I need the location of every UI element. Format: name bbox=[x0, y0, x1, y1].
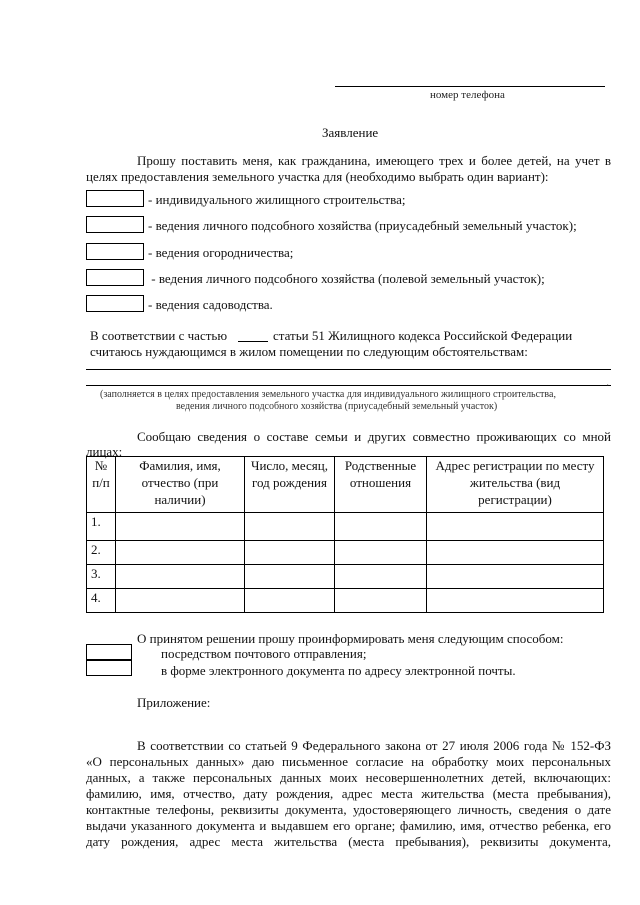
cell-full-name[interactable] bbox=[116, 541, 245, 565]
row-number: 2. bbox=[87, 541, 116, 565]
phone-caption: номер телефона bbox=[430, 89, 505, 101]
table-row bbox=[87, 513, 604, 541]
cell-full-name[interactable] bbox=[116, 589, 245, 613]
consent-line-3: данных, а также персональных данных моих несовершеннолетних детей, включающих: bbox=[86, 770, 611, 785]
option-label-lph-field: - ведения личного подсобного хозяйства (полевой земельный участок); bbox=[148, 271, 545, 286]
notify-intro: О принятом решении прошу проинформировать меня следующим способом: bbox=[137, 631, 564, 646]
consent-line-2: «О персональных данных» даю письменное согласие на обработку моих персональных bbox=[86, 754, 611, 769]
header-line: отношения bbox=[349, 475, 412, 490]
cell-full-name[interactable] bbox=[116, 513, 245, 541]
table-row bbox=[87, 589, 604, 613]
header-line: Адрес регистрации по месту bbox=[435, 458, 595, 473]
table-row bbox=[87, 565, 604, 589]
option-label-gardening: - ведения огородничества; bbox=[148, 245, 294, 260]
cell-address[interactable] bbox=[427, 541, 604, 565]
cell-relationship[interactable] bbox=[335, 513, 427, 541]
header-line: отчество (при bbox=[141, 475, 219, 490]
page-title: Заявление bbox=[322, 125, 379, 140]
housing-text-line-2: считаюсь нуждающимся в жилом помещении по следующим обстоятельствам: bbox=[90, 344, 528, 359]
family-intro-line-1: Сообщаю сведения о составе семьи и других совместно проживающих со мной bbox=[137, 429, 611, 444]
housing-circumstances-line-1[interactable] bbox=[86, 369, 611, 370]
column-header-birth-date bbox=[245, 457, 335, 513]
option-checkbox-izhs[interactable] bbox=[86, 190, 144, 207]
option-label-izhs: - индивидуального жилищного строительства; bbox=[148, 192, 406, 207]
family-table bbox=[86, 456, 604, 613]
header-line: регистрации) bbox=[478, 492, 552, 507]
housing-text-post: статьи 51 Жилищного кодекса Российской Федерации bbox=[273, 328, 573, 343]
column-header-full-name bbox=[116, 457, 245, 513]
notify-label-email: в форме электронного документа по адресу электронной почты. bbox=[161, 663, 516, 678]
housing-note-line-1: (заполняется в целях предоставления земельного участка для индивидуального жилищного строительства, bbox=[100, 389, 556, 400]
option-label-lph-household: - ведения личного подсобного хозяйства (приусадебный земельный участок); bbox=[148, 218, 577, 233]
row-number: 4. bbox=[87, 589, 116, 613]
option-checkbox-gardening[interactable] bbox=[86, 243, 144, 260]
cell-address[interactable] bbox=[427, 589, 604, 613]
consent-line-1: В соответствии со статьей 9 Федерального закона от 27 июля 2006 года № 152-ФЗ bbox=[137, 738, 611, 753]
intro-line-2: целях предоставления земельного участка для (необходимо выбрать один вариант): bbox=[86, 169, 549, 184]
header-line: п/п bbox=[92, 475, 110, 490]
header-line: год рождения bbox=[252, 475, 327, 490]
family-intro-line-2: лицах: bbox=[86, 444, 123, 459]
column-header-number bbox=[87, 457, 116, 513]
option-checkbox-lph-field[interactable] bbox=[86, 269, 144, 286]
notify-checkbox-email[interactable] bbox=[86, 660, 132, 676]
row-number: 1. bbox=[87, 513, 116, 541]
notify-label-post: посредством почтового отправления; bbox=[161, 646, 367, 661]
cell-birth-date[interactable] bbox=[245, 513, 335, 541]
housing-text-pre: В соответствии с частью bbox=[90, 328, 228, 343]
table-row bbox=[87, 541, 604, 565]
consent-line-4: фамилию, имя, отчество, дату рождения, адрес места жительства (места пребывания), bbox=[86, 786, 611, 801]
cell-relationship[interactable] bbox=[335, 589, 427, 613]
consent-line-7: дату рождения, адрес места жительства (места пребывания), реквизиты документа, bbox=[86, 834, 611, 849]
housing-end-dot: . bbox=[606, 374, 610, 389]
option-checkbox-horticulture[interactable] bbox=[86, 295, 144, 312]
cell-address[interactable] bbox=[427, 565, 604, 589]
header-line: Число, месяц, bbox=[251, 458, 328, 473]
column-header-address bbox=[427, 457, 604, 513]
header-line: Фамилия, имя, bbox=[139, 458, 221, 473]
cell-birth-date[interactable] bbox=[245, 565, 335, 589]
cell-full-name[interactable] bbox=[116, 565, 245, 589]
header-line: наличии) bbox=[154, 492, 206, 507]
cell-address[interactable] bbox=[427, 513, 604, 541]
housing-note-line-2: ведения личного подсобного хозяйства (приусадебный земельный участок) bbox=[176, 401, 498, 412]
column-header-relationship bbox=[335, 457, 427, 513]
consent-line-5: контактные телефоны, реквизиты документа, удостоверяющего личность, сведения о дате bbox=[86, 802, 611, 817]
family-table-header-row bbox=[87, 457, 604, 513]
intro-line-1: Прошу поставить меня, как гражданина, имеющего трех и более детей, на учет в bbox=[137, 153, 611, 168]
option-label-horticulture: - ведения садоводства. bbox=[148, 297, 273, 312]
housing-circumstances-line-2[interactable] bbox=[86, 385, 611, 386]
cell-relationship[interactable] bbox=[335, 565, 427, 589]
option-checkbox-lph-household[interactable] bbox=[86, 216, 144, 233]
row-number: 3. bbox=[87, 565, 116, 589]
cell-birth-date[interactable] bbox=[245, 541, 335, 565]
cell-birth-date[interactable] bbox=[245, 589, 335, 613]
header-line: № bbox=[94, 458, 108, 473]
housing-part-blank[interactable] bbox=[238, 341, 268, 342]
notify-checkbox-post[interactable] bbox=[86, 644, 132, 660]
phone-number-line[interactable] bbox=[335, 86, 605, 87]
consent-line-6: выдачи указанного документа и выдавшем его органе; фамилию, имя, отчество ребенка, его bbox=[86, 818, 611, 833]
header-line: жительства (вид bbox=[469, 475, 561, 490]
attachment-label: Приложение: bbox=[137, 695, 211, 710]
header-line: Родственные bbox=[344, 458, 417, 473]
cell-relationship[interactable] bbox=[335, 541, 427, 565]
